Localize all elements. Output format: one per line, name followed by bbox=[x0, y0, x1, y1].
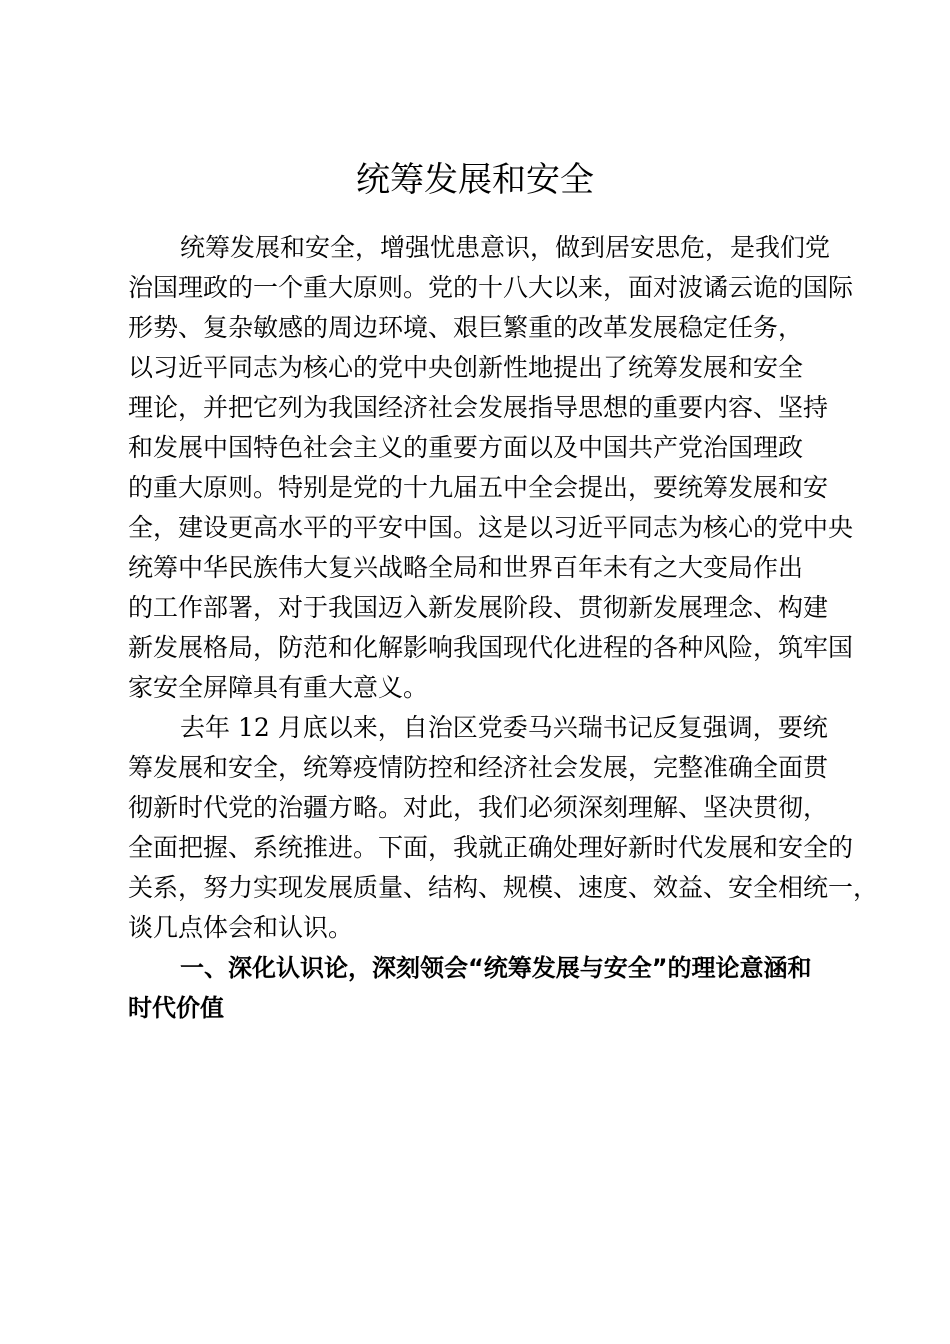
paragraph-line: 的重大原则。特别是党的十九届五中全会提出，要统筹发展和安 bbox=[128, 473, 829, 502]
paragraph-line: 理论，并把它列为我国经济社会发展指导思想的重要内容、坚持 bbox=[128, 393, 829, 422]
paragraph-line: 去年 12 月底以来，自治区党委马兴瑞书记反复强调，要统 bbox=[180, 713, 828, 742]
paragraph-line: 关系，努力实现发展质量、结构、规模、速度、效益、安全相统一， bbox=[128, 873, 879, 902]
paragraph-line: 统筹中华民族伟大复兴战略全局和世界百年未有之大变局作出 bbox=[128, 553, 804, 582]
paragraph-line: 谈几点体会和认识。 bbox=[128, 913, 354, 942]
paragraph-line: 彻新时代党的治疆方略。对此，我们必须深刻理解、坚决贯彻， bbox=[128, 793, 829, 822]
document-title: 统筹发展和安全 bbox=[356, 160, 594, 200]
paragraph-2 bbox=[128, 708, 879, 948]
document-body bbox=[128, 228, 879, 1028]
paragraph-line: 筹发展和安全，统筹疫情防控和经济社会发展，完整准确全面贯 bbox=[128, 753, 829, 782]
paragraph-line: 全面把握、系统推进。下面，我就正确处理好新时代发展和安全的 bbox=[128, 833, 854, 862]
paragraph-line: 统筹发展和安全，增强忧患意识，做到居安思危，是我们党 bbox=[180, 233, 831, 262]
heading-line: 时代价值 bbox=[128, 994, 224, 1022]
paragraph-line: 全，建设更高水平的平安中国。这是以习近平同志为核心的党中央 bbox=[128, 513, 854, 542]
paragraph-line: 家安全屏障具有重大意义。 bbox=[128, 673, 429, 702]
paragraph-line: 新发展格局，防范和化解影响我国现代化进程的各种风险，筑牢国 bbox=[128, 633, 854, 662]
heading-line: 一、深化认识论，深刻领会“统筹发展与安全”的理论意涵和 bbox=[180, 954, 812, 982]
paragraph-line: 的工作部署，对于我国迈入新发展阶段、贯彻新发展理念、构建 bbox=[128, 593, 829, 622]
paragraph-line: 以习近平同志为核心的党中央创新性地提出了统筹发展和安全 bbox=[128, 353, 804, 382]
paragraph-1 bbox=[128, 228, 854, 708]
paragraph-line: 治国理政的一个重大原则。党的十八大以来，面对波谲云诡的国际 bbox=[128, 273, 854, 302]
section-heading-1 bbox=[128, 948, 848, 1028]
paragraph-line: 和发展中国特色社会主义的重要方面以及中国共产党治国理政 bbox=[128, 433, 804, 462]
paragraph-line: 形势、复杂敏感的周边环境、艰巨繁重的改革发展稳定任务， bbox=[128, 313, 804, 342]
